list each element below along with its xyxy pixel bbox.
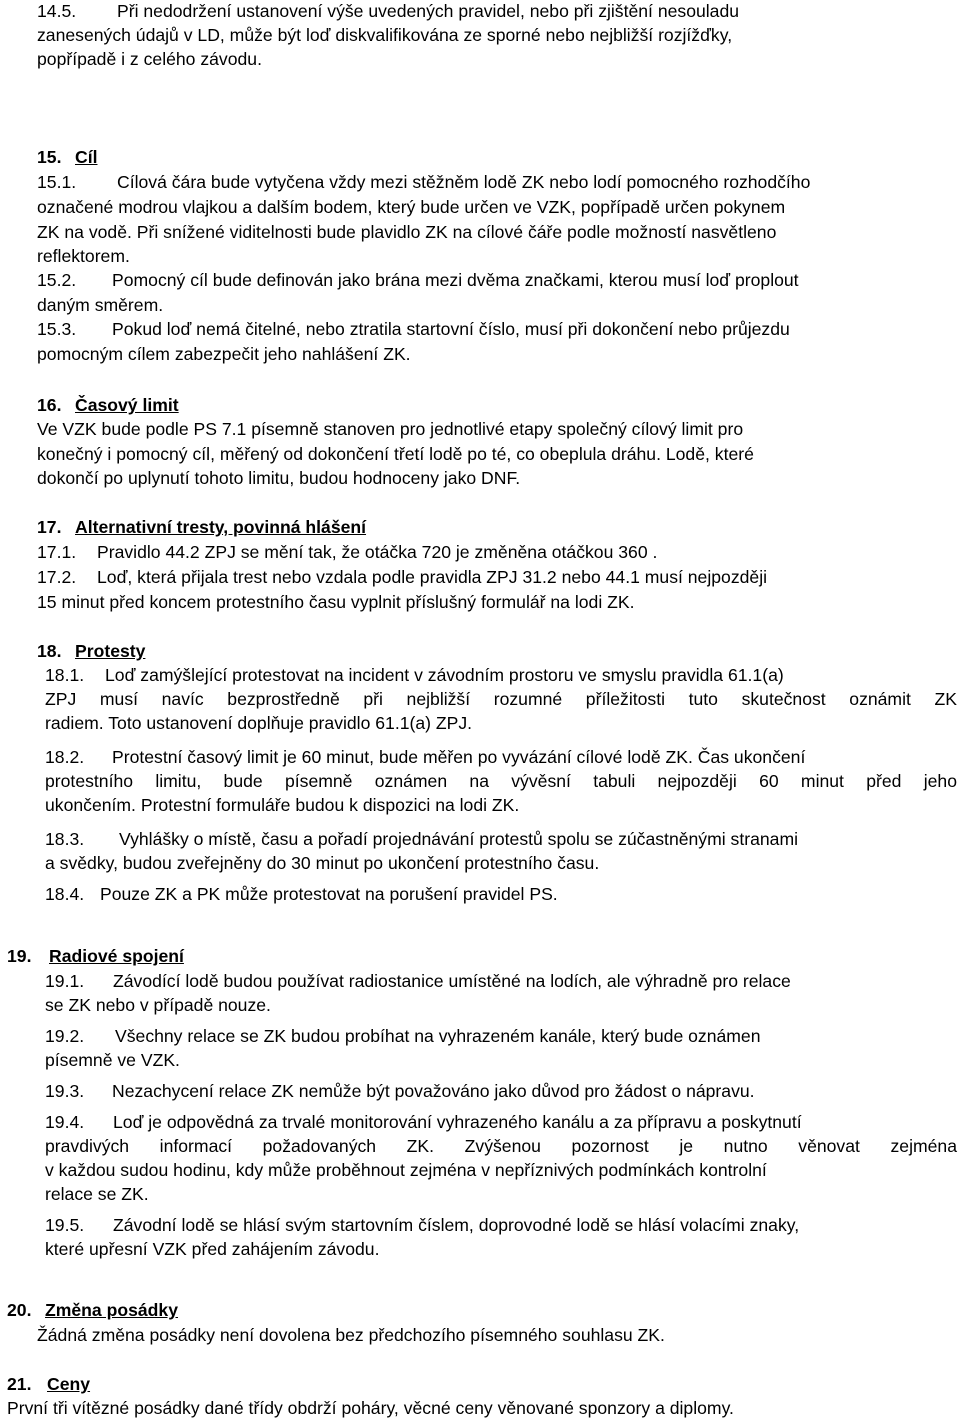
section-title: Radiové spojení: [49, 946, 184, 966]
text: Závodní lodě se hlásí svým startovním číslem, doprovodné lodě se hlásí volacími znaky,: [113, 1215, 800, 1235]
paragraph-18-1-line-2: ZPJ musí navíc bezprostředně při nejbližší rozumné příležitosti tuto skutečnost oznámit ZK: [45, 689, 957, 709]
section-title: Ceny: [47, 1374, 91, 1394]
text: Všechny relace se ZK budou probíhat na vyhrazeném kanále, který bude oznámen: [115, 1026, 761, 1046]
paragraph-20: Žádná změna posádky není dovolena bez předchozího písemného souhlasu ZK.: [37, 1325, 665, 1345]
section-18-heading: [37, 640, 145, 662]
section-16-heading: [37, 394, 179, 416]
paragraph-number: 18.2.: [45, 747, 85, 767]
text: Vyhlášky o místě, času a pořadí projednávání protestů spolu se zúčastněnými stranami: [119, 829, 799, 849]
paragraph-18-2-line-3: ukončením. Protestní formuláře budou k dispozici na lodi ZK.: [45, 795, 520, 815]
paragraph-15-2-line-2: daným směrem.: [37, 295, 164, 315]
paragraph-19-4-line-4: relace se ZK.: [45, 1184, 149, 1204]
paragraph-14-5-line-1: [37, 0, 739, 22]
paragraph-16-line-3: dokončí po uplynutí tohoto limitu, budou hodnoceny jako DNF.: [37, 468, 521, 488]
text: Pouze ZK a PK může protestovat na porušení pravidel PS.: [100, 884, 558, 904]
paragraph-14-5-line-2: zanesených údajů v LD, může být loď diskvalifikována ze sporné nebo nejbližší rozjížďky,: [37, 25, 733, 45]
paragraph-19-4-line-3: v každou sudou hodinu, kdy může proběhnout zejména v nepříznivých podmínkách kontrolní: [45, 1160, 767, 1180]
paragraph-15-1-line-2: označené modrou vlajkou a dalším bodem, který bude určen ve VZK, popřípadě určen pokynem: [37, 197, 786, 217]
paragraph-17-2-line-1: [37, 566, 767, 588]
paragraph-15-3-line-1: [37, 318, 790, 340]
section-19-heading: [7, 945, 184, 967]
paragraph-15-1-line-4: reflektorem.: [37, 246, 130, 266]
section-title: Časový limit: [75, 395, 179, 415]
paragraph-number: 19.1.: [45, 971, 85, 991]
text: Protestní časový limit je 60 minut, bude měřen po vyvázání cílové lodě ZK. Čas ukončení: [112, 747, 806, 767]
paragraph-19-3: [45, 1080, 755, 1102]
text: Nezachycení relace ZK nemůže být považováno jako důvod pro žádost o nápravu.: [112, 1081, 755, 1101]
paragraph-19-5-line-1: [45, 1214, 799, 1236]
paragraph-number: 17.1.: [37, 542, 77, 562]
section-15-heading: [37, 146, 97, 168]
paragraph-18-3-line-1: [45, 828, 798, 850]
paragraph-18-1-line-1: [45, 664, 784, 686]
paragraph-19-2-line-1: [45, 1025, 761, 1047]
paragraph-number: 14.5.: [37, 1, 77, 21]
paragraph-number: 19.2.: [45, 1026, 85, 1046]
paragraph-19-2-line-2: písemně ve VZK.: [45, 1050, 180, 1070]
paragraph-19-4-line-2: pravdivých informací požadovaných ZK. Zvýšenou pozornost je nutno věnovat zejména: [45, 1136, 957, 1156]
paragraph-18-1-line-3: radiem. Toto ustanovení doplňuje pravidlo 61.1(a) ZPJ.: [45, 713, 473, 733]
paragraph-number: 19.3.: [45, 1081, 85, 1101]
paragraph-number: 15.3.: [37, 319, 77, 339]
section-title: Cíl: [75, 147, 98, 167]
section-number: 21.: [7, 1374, 32, 1394]
section-number: 19.: [7, 946, 32, 966]
paragraph-17-1: [37, 541, 657, 563]
paragraph-15-3-line-2: pomocným cílem zabezpečit jeho nahlášení ZK.: [37, 344, 411, 364]
paragraph-19-4-line-1: [45, 1111, 802, 1133]
paragraph-19-1-line-1: [45, 970, 791, 992]
paragraph-17-2-line-2: 15 minut před koncem protestního času vyplnit příslušný formulář na lodi ZK.: [37, 592, 635, 612]
section-title: Alternativní tresty, povinná hlášení: [75, 517, 367, 537]
paragraph-18-3-line-2: a svědky, budou zveřejněny do 30 minut po ukončení protestního času.: [45, 853, 600, 873]
section-21-heading: [7, 1373, 90, 1395]
paragraph-number: 15.1.: [37, 172, 77, 192]
section-number: 17.: [37, 517, 62, 537]
section-20-heading: [7, 1299, 178, 1321]
text: Cílová čára bude vytyčena vždy mezi stěžněm lodě ZK nebo lodí pomocného rozhodčího: [117, 172, 811, 192]
paragraph-number: 19.5.: [45, 1215, 85, 1235]
text: Loď zamýšlející protestovat na incident v závodním prostoru ve smyslu pravidla 61.1(a): [105, 665, 784, 685]
section-title: Změna posádky: [45, 1300, 178, 1320]
paragraph-15-1-line-3: ZK na vodě. Při snížené viditelnosti bude plavidlo ZK na cílové čáře podle možností nasvětleno: [37, 222, 777, 242]
paragraph-15-2-line-1: [37, 269, 799, 291]
section-17-heading: [37, 516, 366, 538]
paragraph-16-line-2: konečný i pomocný cíl, měřený od dokončení třetí lodě po té, co obeplula dráhu. Lodě, které: [37, 444, 754, 464]
section-number: 20.: [7, 1300, 32, 1320]
section-number: 15.: [37, 147, 62, 167]
section-title: Protesty: [75, 641, 146, 661]
paragraph-14-5-line-3: popřípadě i z celého závodu.: [37, 49, 262, 69]
section-number: 18.: [37, 641, 62, 661]
text: Loď je odpovědná za trvalé monitorování vyhrazeného kanálu a za přípravu a poskytnutí: [113, 1112, 802, 1132]
text: Pomocný cíl bude definován jako brána mezi dvěma značkami, kterou musí loď proplout: [112, 270, 799, 290]
paragraph-21: První tři vítězné posádky dané třídy obdrží poháry, věcné ceny věnované sponzory a diplomy.: [7, 1398, 734, 1418]
paragraph-18-2-line-2: protestního limitu, bude písemně oznámen na vývěsní tabuli nejpozději 60 minut před jeho: [45, 771, 957, 791]
text: Pokud loď nemá čitelné, nebo ztratila startovní číslo, musí při dokončení nebo průjezdu: [112, 319, 790, 339]
paragraph-number: 19.4.: [45, 1112, 85, 1132]
paragraph-number: 15.2.: [37, 270, 77, 290]
paragraph-number: 18.3.: [45, 829, 85, 849]
paragraph-19-5-line-2: které upřesní VZK před zahájením závodu.: [45, 1239, 380, 1259]
paragraph-15-1-line-1: [37, 171, 810, 193]
paragraph-18-4: [45, 883, 558, 905]
paragraph-18-2-line-1: [45, 746, 805, 768]
paragraph-19-1-line-2: se ZK nebo v případě nouze.: [45, 995, 271, 1015]
paragraph-number: 17.2.: [37, 567, 77, 587]
paragraph-number: 18.1.: [45, 665, 85, 685]
text: Při nedodržení ustanovení výše uvedených pravidel, nebo při zjištění nesouladu: [117, 1, 740, 21]
paragraph-number: 18.4.: [45, 884, 85, 904]
text: Loď, která přijala trest nebo vzdala podle pravidla ZPJ 31.2 nebo 44.1 musí nejpozději: [97, 567, 768, 587]
text: Pravidlo 44.2 ZPJ se mění tak, že otáčka 720 je změněna otáčkou 360 .: [97, 542, 658, 562]
section-number: 16.: [37, 395, 62, 415]
text: Závodící lodě budou používat radiostanice umístěné na lodích, ale výhradně pro relace: [113, 971, 791, 991]
paragraph-16-line-1: Ve VZK bude podle PS 7.1 písemně stanoven pro jednotlivé etapy společný cílový limit pro: [37, 419, 744, 439]
